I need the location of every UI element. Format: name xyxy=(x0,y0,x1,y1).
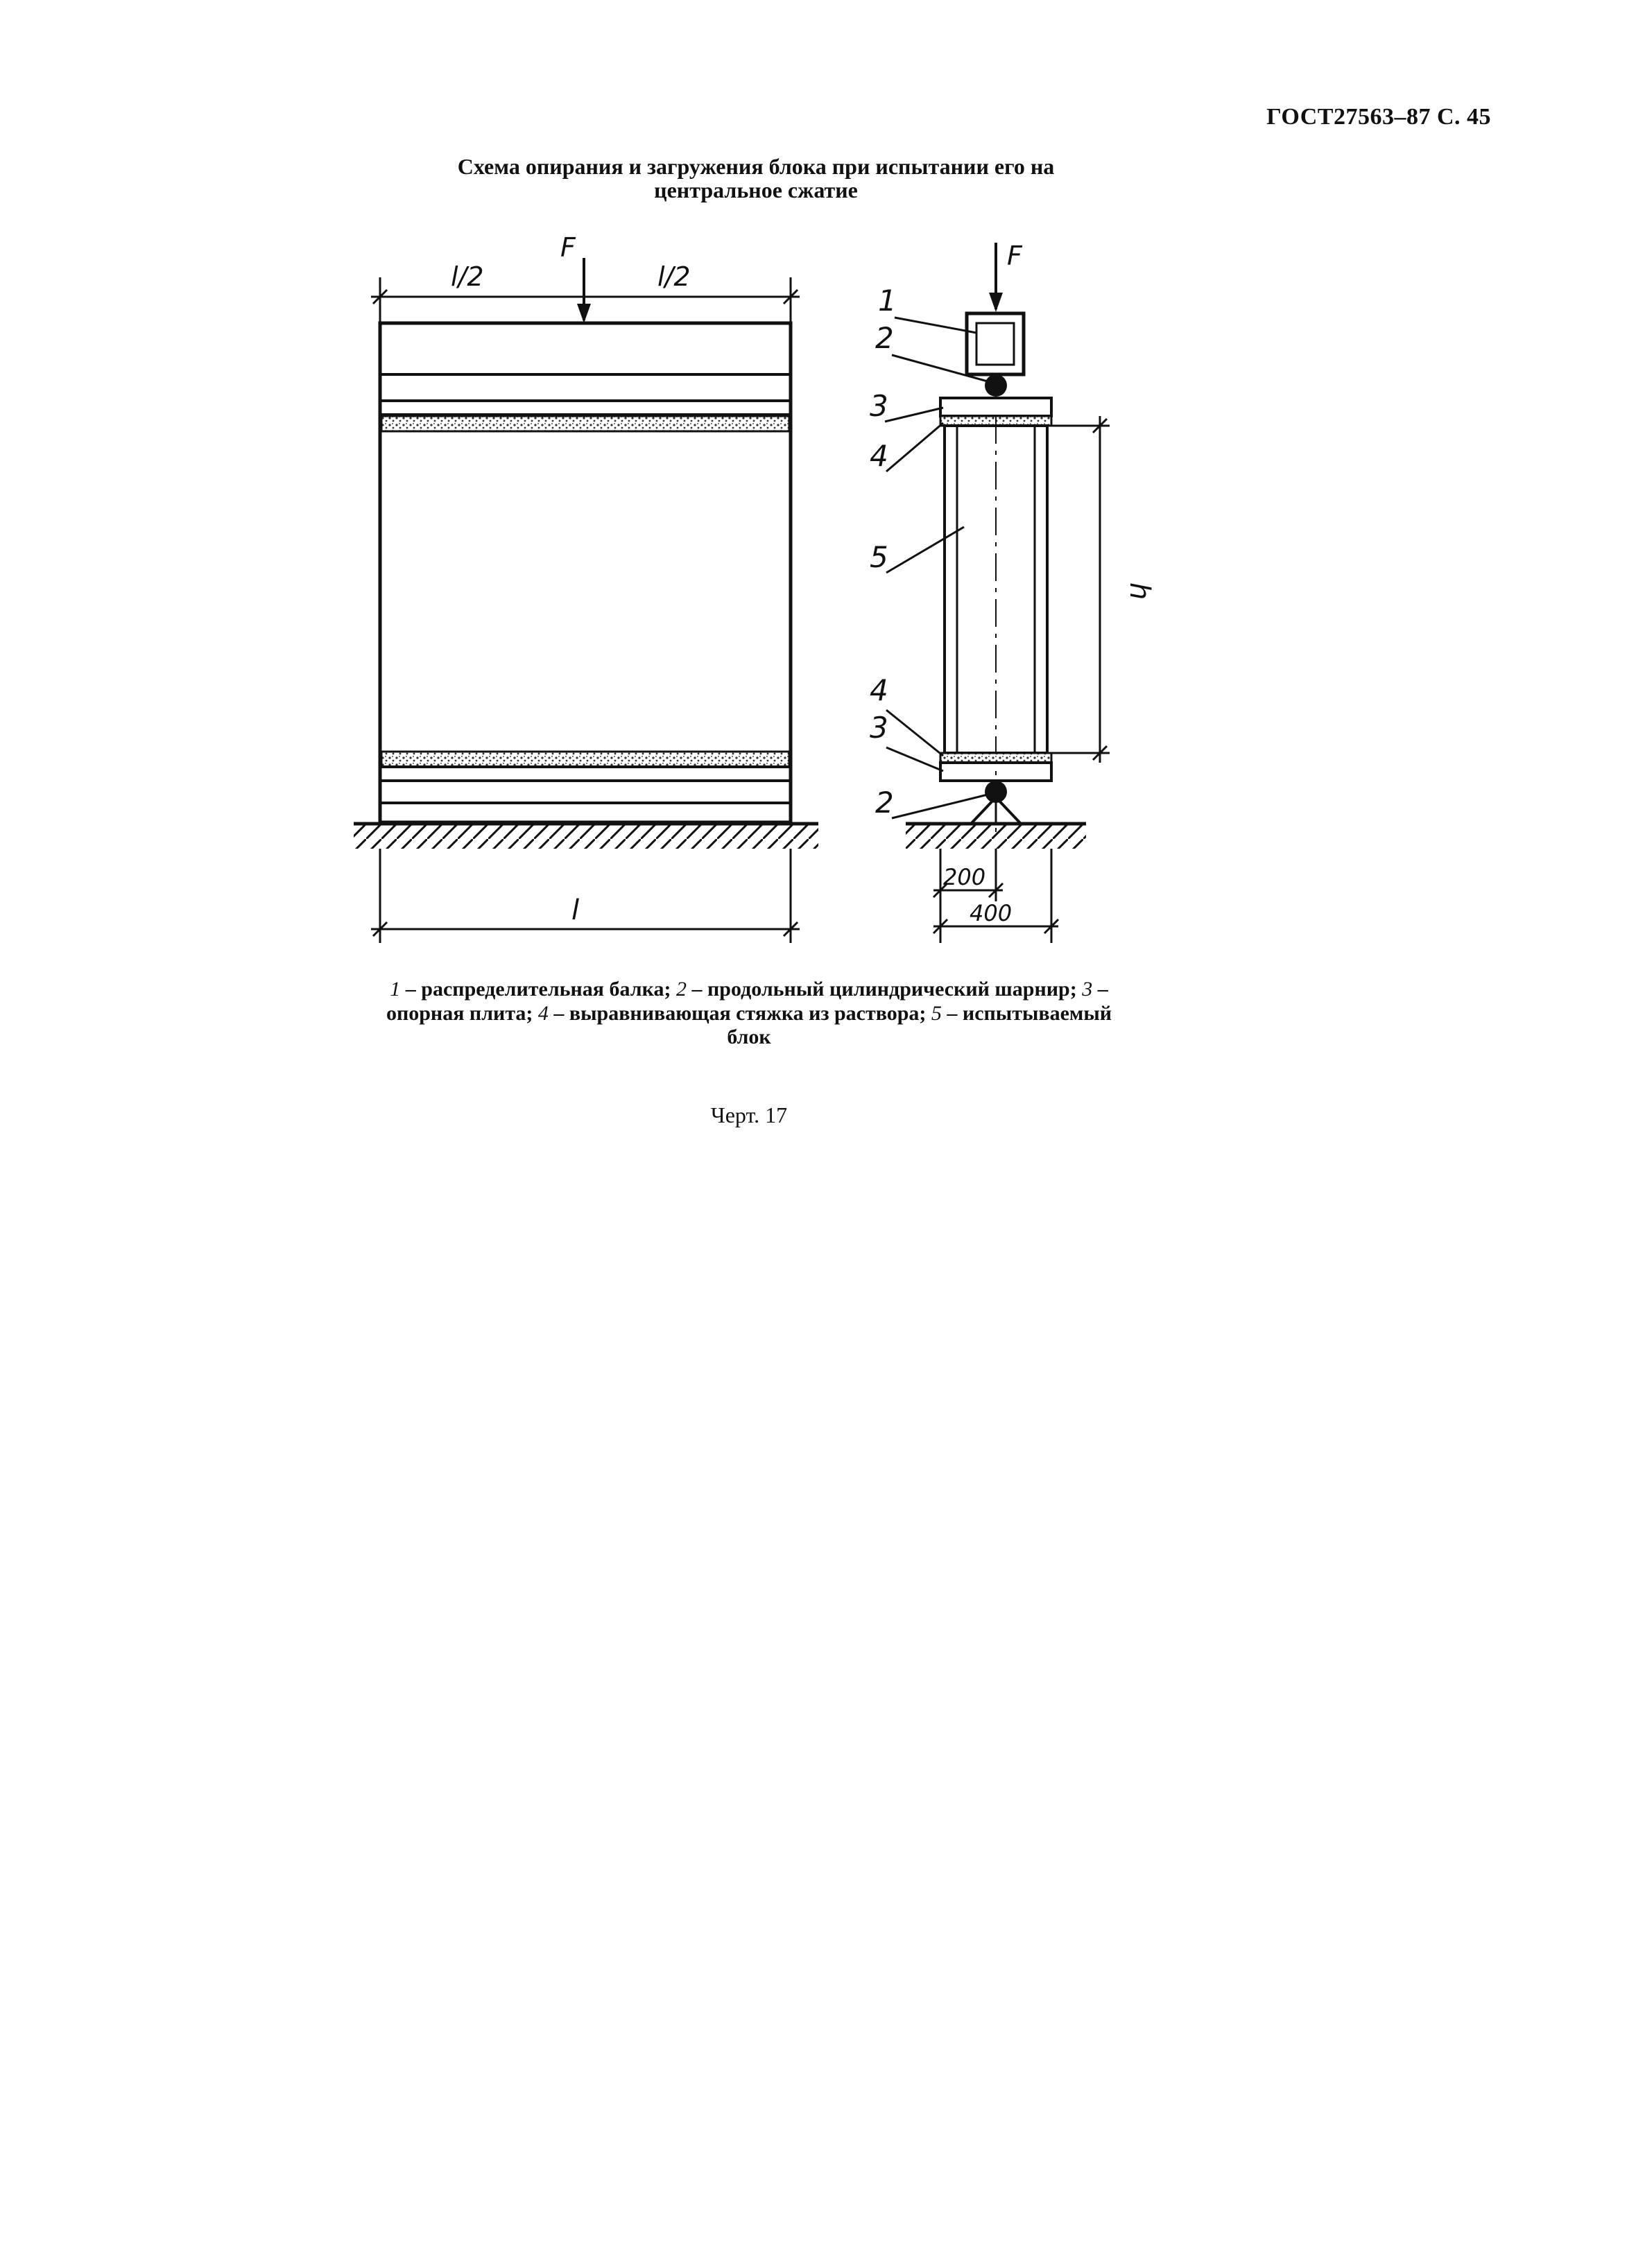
front-ground-hatch xyxy=(354,824,818,849)
front-top-mortar-screed xyxy=(381,416,789,431)
figure-title-line-2: центральное сжатие xyxy=(654,177,858,202)
front-block-outline xyxy=(380,323,791,822)
side-force-label: F xyxy=(1007,241,1022,271)
dim-400-label: 400 xyxy=(970,900,1013,926)
caption-text-1: – распределительная балка; xyxy=(400,978,676,1001)
leader-5 xyxy=(886,527,964,573)
side-view xyxy=(885,243,1110,943)
front-bottom-mortar-screed xyxy=(381,752,789,767)
callout-3-bottom: 3 xyxy=(870,711,888,745)
leader-4-bottom xyxy=(886,710,943,756)
callout-4-top: 4 xyxy=(870,439,888,473)
caption-text-4: – выравнивающая стяжка из раствора; xyxy=(548,1001,931,1025)
leader-1 xyxy=(895,318,976,333)
caption-num-4: 4 xyxy=(537,1001,549,1025)
bottom-mortar-screed xyxy=(940,753,1051,763)
figure-number: Черт. 17 xyxy=(710,1102,788,1127)
caption-num-3: 3 xyxy=(1082,978,1093,1001)
page-header: ГОСТ27563–87 С. 45 xyxy=(1266,104,1491,130)
leader-3-top xyxy=(885,408,943,422)
dim-200-label: 200 xyxy=(943,864,986,890)
callout-4-bottom: 4 xyxy=(870,673,888,707)
front-half-right-label: l/2 xyxy=(657,261,691,292)
front-length-label: l xyxy=(571,894,580,926)
callout-5: 5 xyxy=(870,540,888,574)
top-support-plate xyxy=(940,398,1051,416)
height-label: h xyxy=(1123,582,1155,600)
caption-num-1: 1 xyxy=(390,978,401,1001)
front-half-left-label: l/2 xyxy=(451,261,484,292)
callout-2-bottom: 2 xyxy=(875,786,894,820)
side-ground-hatch xyxy=(906,824,1086,849)
side-force-arrow-head xyxy=(989,293,1003,312)
hinge-support-leg-left xyxy=(971,797,996,824)
leader-2-top xyxy=(892,355,988,381)
caption-text-3: – опорная плита; xyxy=(386,978,1108,1025)
hinge-support-leg-right xyxy=(996,797,1021,824)
callout-1: 1 xyxy=(878,284,897,318)
distribution-beam-inner xyxy=(976,323,1014,365)
figure-caption xyxy=(374,978,1123,1050)
leader-3-bottom xyxy=(886,747,943,771)
figure-title-line-1: Схема опирания и загружения блока при испытании его на xyxy=(457,154,1055,179)
caption-num-5: 5 xyxy=(931,1001,942,1025)
leader-2-bottom xyxy=(892,795,988,818)
caption-text-2: – продольный цилиндрический шарнир; xyxy=(686,978,1083,1001)
top-cylindrical-hinge xyxy=(985,374,1007,397)
caption-num-2: 2 xyxy=(675,978,687,1001)
caption-text-5: – испытываемый блок xyxy=(727,1001,1112,1048)
front-force-label: F xyxy=(560,232,576,263)
callout-3-top: 3 xyxy=(870,389,888,423)
front-view xyxy=(354,258,818,943)
callout-2-top: 2 xyxy=(875,321,894,355)
leader-4-top xyxy=(886,423,943,471)
front-force-arrow-head xyxy=(577,304,591,323)
